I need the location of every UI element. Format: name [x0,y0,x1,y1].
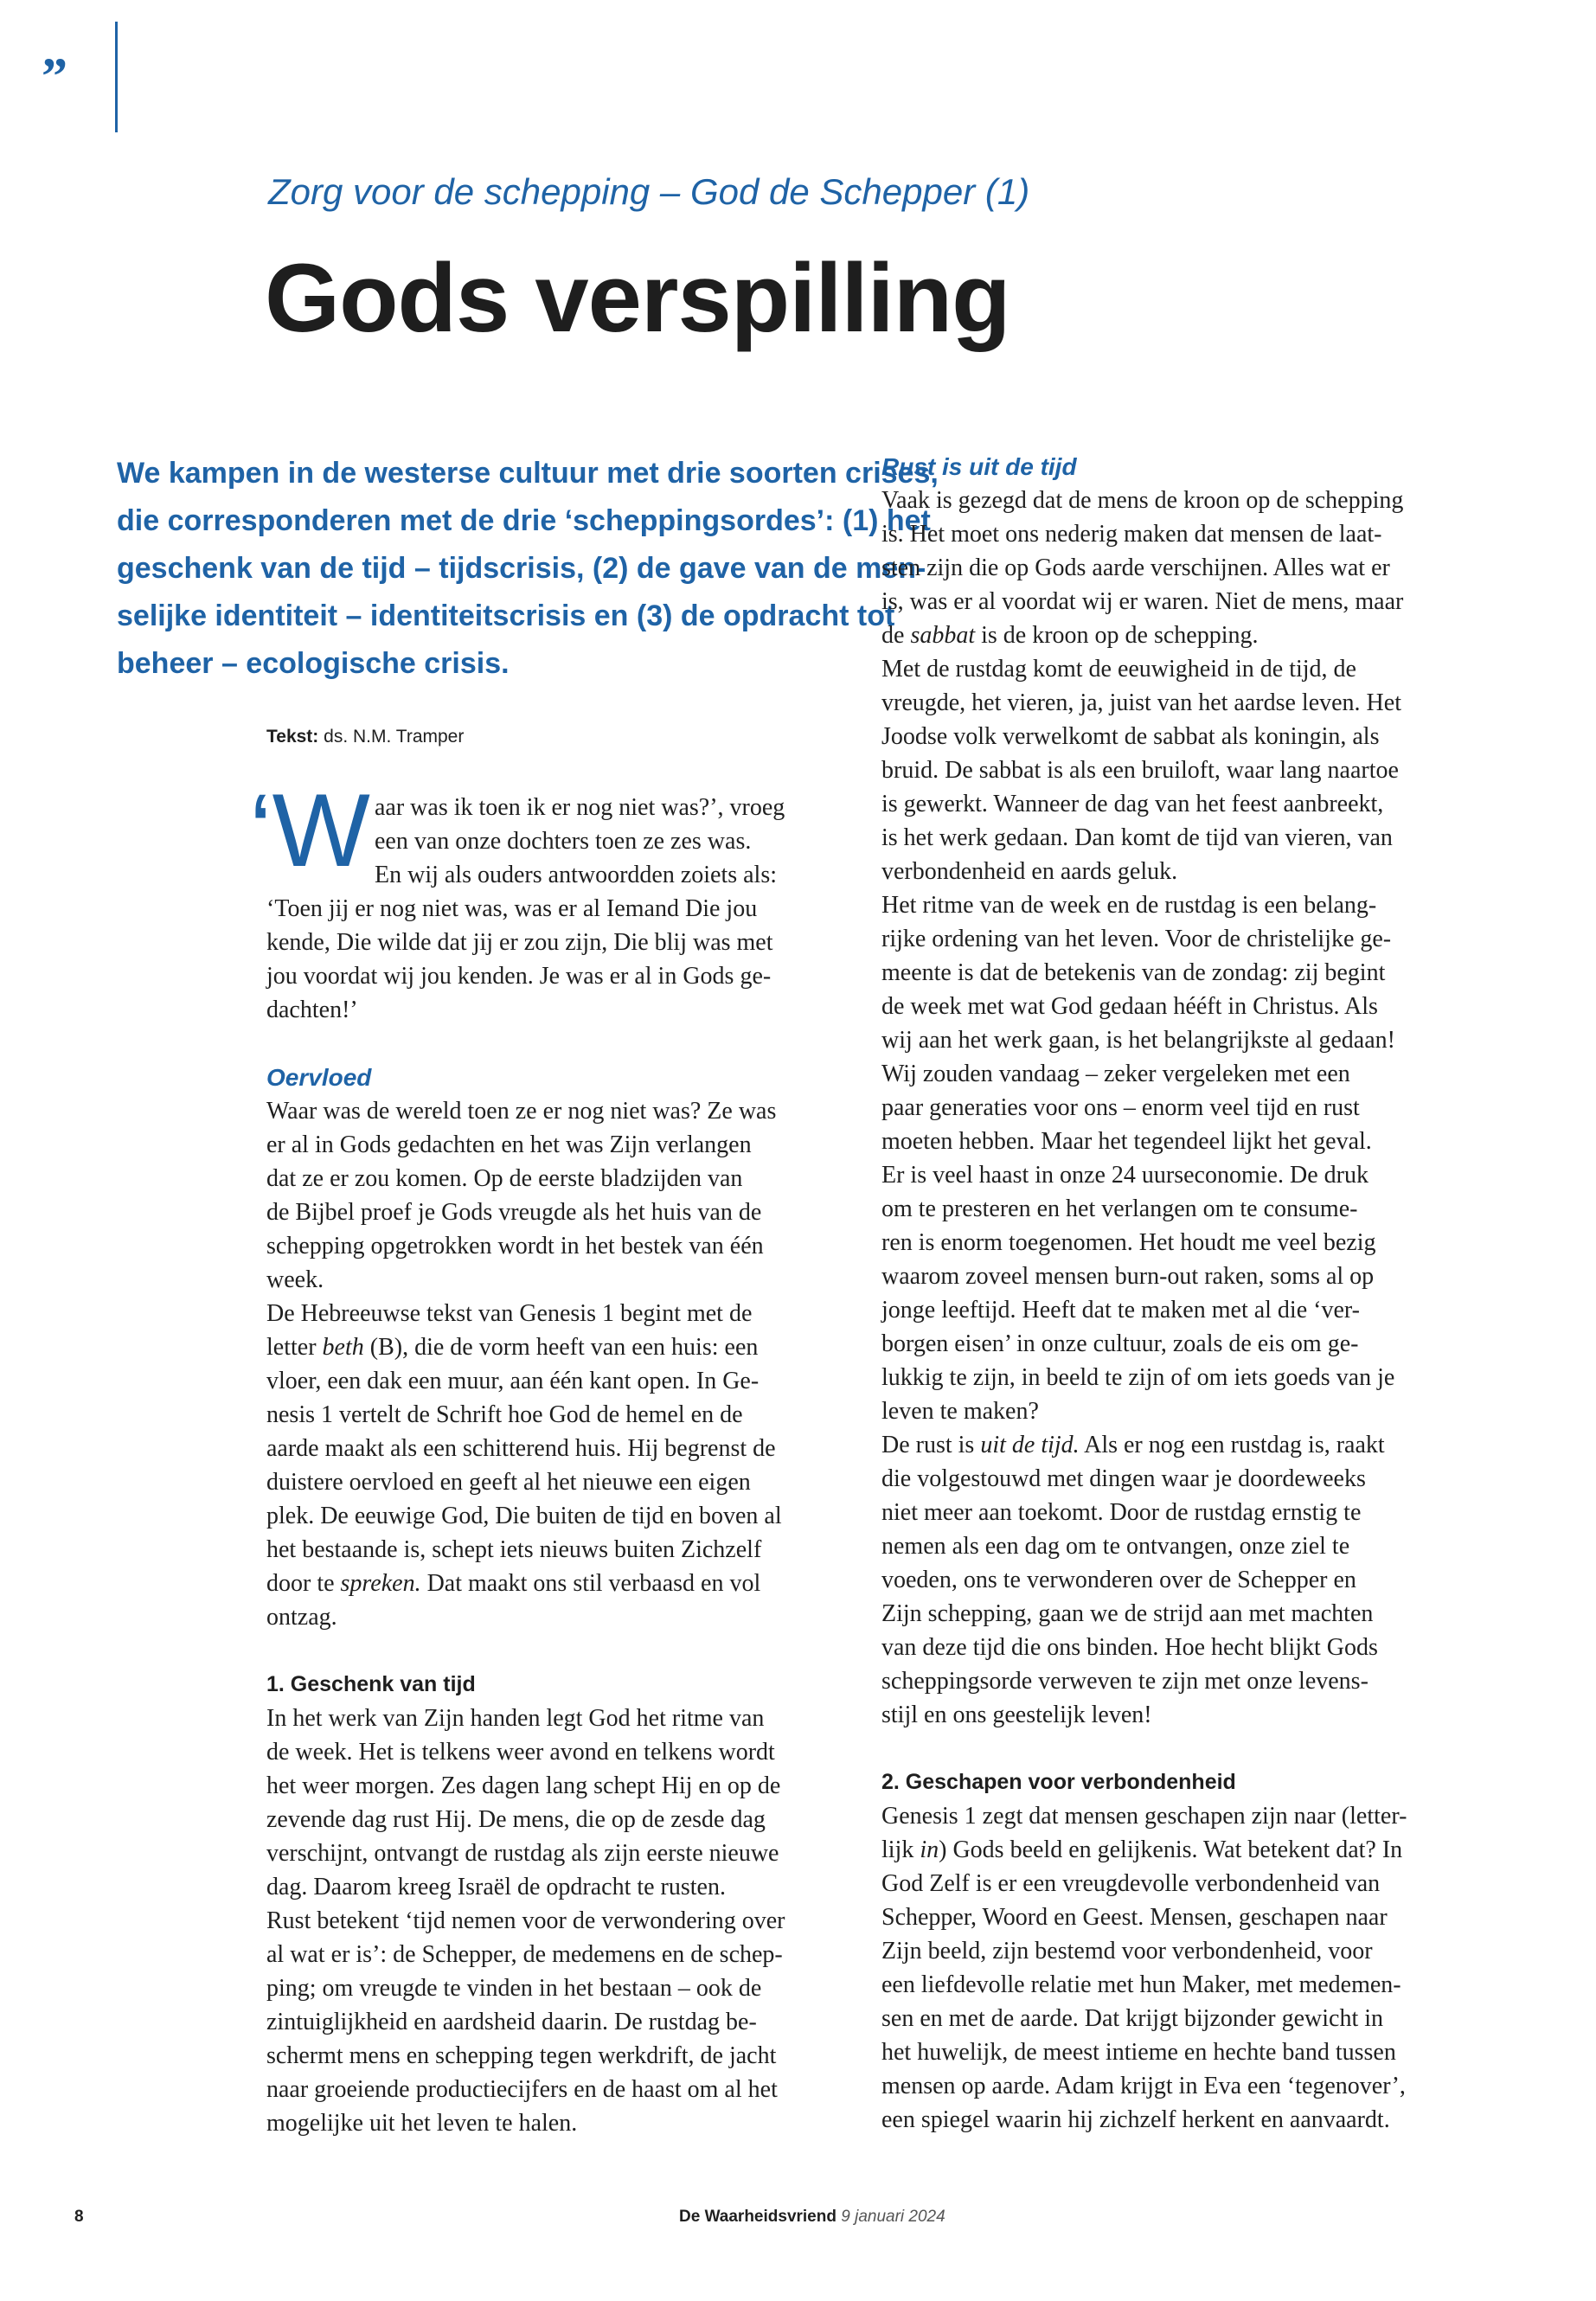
text-line: moeten hebben. Maar het tegendeel lijkt het geval. [881,1128,1372,1155]
intro-line: geschenk van de tijd – tijdscrisis, (2) de gave van de men- [117,552,926,585]
intro-lead [117,450,939,688]
text-line: schermt mens en schepping tegen werkdrift, de jacht [266,2042,777,2069]
byline-author: ds. N.M. Tramper [324,727,465,747]
text-line: is, was er al voordat wij er waren. Niet de mens, maar [881,588,1404,615]
text-line: nemen als een dag om te ontvangen, onze ziel te [881,1533,1350,1560]
drop-cap: ‘W [249,772,370,888]
text-line: week. [266,1266,324,1293]
text-line: de sabbat is de kroon op de schepping. [881,622,1259,649]
header-divider [115,22,118,132]
text-line: lukkig te zijn, in beeld te zijn of om iets goeds van je [881,1364,1395,1391]
text-line: de week met wat God gedaan hééft in Christus. Als [881,993,1378,1020]
page-number: 8 [74,2208,84,2226]
text-line: een liefdevolle relatie met hun Maker, met medemen- [881,1971,1401,1998]
column-right [881,450,1470,2137]
text-line: is. Het moet ons nederig maken dat mensen de laat- [881,521,1382,548]
text-line: die volgestouwd met dingen waar je doordeweeks [881,1465,1366,1492]
text-line: is het werk gedaan. Dan komt de tijd van vieren, van [881,824,1393,851]
paragraph [266,1297,846,1634]
byline [266,727,464,747]
text-line: letter beth (B), die de vorm heeft van een huis: een [266,1334,759,1361]
text-line: ‘Toen jij er nog niet was, was er al Iemand Die jou [266,895,758,922]
text-line: Schepper, Woord en Geest. Mensen, geschapen naar [881,1904,1388,1931]
text-line: In het werk van Zijn handen legt God het ritme van [266,1705,765,1732]
subheading-rust: Rust is uit de tijd [881,453,1077,480]
text-line: jonge leeftijd. Heeft dat te maken met al die ‘ver- [881,1297,1360,1324]
text-line: niet meer aan toekomt. Door de rustdag ernstig te [881,1499,1362,1526]
text-line: schepping opgetrokken wordt in het bestek van één [266,1233,764,1259]
text-line: De Hebreeuwse tekst van Genesis 1 begint met de [266,1300,753,1327]
footer-magazine [679,2208,945,2227]
text-line: vreugde, het vieren, ja, juist van het aardse leven. Het [881,689,1401,716]
text-line: ren is enorm toegenomen. Het houdt me veel bezig [881,1229,1376,1256]
subheading-oervloed: Oervloed [266,1064,372,1091]
text-line: Het ritme van de week en de rustdag is een belang- [881,892,1377,919]
section-heading-geschenk: 1. Geschenk van tijd [266,1672,476,1696]
text-line: verbondenheid en aards geluk. [881,858,1178,885]
text-line: Zijn schepping, gaan we de strijd aan met machten [881,1600,1374,1627]
paragraph [266,1702,846,2140]
text-line: mensen op aarde. Adam krijgt in Eva een ‘tegenover’, [881,2073,1406,2099]
text-line: een spiegel waarin hij zichzelf herkent en aanvaardt. [881,2106,1390,2133]
opening-paragraph [266,791,846,1027]
byline-label: Tekst: [266,727,319,747]
text-line: plek. De eeuwige God, Die buiten de tijd en boven al [266,1503,782,1529]
text-line: dachten!’ [266,997,358,1023]
column-left [266,791,846,2140]
text-line: Er is veel haast in onze 24 uurseconomie. De druk [881,1162,1368,1189]
text-line: Genesis 1 zegt dat mensen geschapen zijn naar (letter- [881,1803,1407,1830]
text-line: er al in Gods gedachten en het was Zijn verlangen [266,1131,752,1158]
text-line: duistere oervloed en geeft al het nieuwe een eigen [266,1469,751,1496]
text-line: borgen eisen’ in onze cultuur, zoals de eis om ge- [881,1330,1359,1357]
text-line: Vaak is gezegd dat de mens de kroon op de schepping [881,487,1404,514]
text-line: Wij zouden vandaag – zeker vergeleken met een [881,1061,1350,1087]
article-title: Gods verspilling [265,244,1010,352]
text-line: het huwelijk, de meest intieme en hechte band tussen [881,2039,1396,2066]
text-line: is gewerkt. Wanneer de dag van het feest aanbreekt, [881,791,1384,817]
text-line: scheppingsorde verweven te zijn met onze levens- [881,1668,1368,1695]
text-line: De rust is uit de tijd. Als er nog een rustdag is, raakt [881,1432,1385,1458]
intro-line: beheer – ecologische crisis. [117,647,510,680]
text-line: sen en met de aarde. Dat krijgt bijzonder gewicht in [881,2005,1384,2032]
text-line: naar groeiende productiecijfers en de haast om al het [266,2076,778,2103]
text-line: stijl en ons geestelijk leven! [881,1702,1152,1728]
section-heading-verbondenheid: 2. Geschapen voor verbondenheid [881,1770,1236,1794]
paragraph [881,484,1470,1732]
text-line: waarom zoveel mensen burn-out raken, soms al op [881,1263,1375,1290]
text-line: ping; om vreugde te vinden in het bestaan – ook de [266,1975,762,2002]
text-line: Rust betekent ‘tijd nemen voor de verwondering over [266,1907,785,1934]
text-line: dag. Daarom kreeg Israël de opdracht te rusten. [266,1874,726,1900]
text-line: paar generaties voor ons – enorm veel tijd en rust [881,1094,1360,1121]
text-line: ontzag. [266,1604,337,1631]
text-line: de week. Het is telkens weer avond en telkens wordt [266,1739,775,1766]
text-line: al wat er is’: de Schepper, de medemens en de schep- [266,1941,783,1968]
text-line: aarde maakt als een schitterend huis. Hij begrenst de [266,1435,776,1462]
text-line: leven te maken? [881,1398,1039,1425]
text-line: lijk in) Gods beeld en gelijkenis. Wat betekent dat? In [881,1836,1403,1863]
text-line: sten zijn die op Gods aarde verschijnen. Alles wat er [881,554,1390,581]
text-line: Joodse volk verwelkomt de sabbat als koningin, als [881,723,1380,750]
text-line: het weer morgen. Zes dagen lang schept Hij en op de [266,1772,781,1799]
text-line: van deze tijd die ons binden. Hoe hecht blijkt Gods [881,1634,1378,1661]
series-title: Zorg voor de schepping – God de Schepper (1) [268,171,1030,212]
text-line: nesis 1 vertelt de Schrift hoe God de hemel en de [266,1401,743,1428]
quote-icon: ” [42,48,67,105]
text-line: verschijnt, ontvangt de rustdag als zijn eerste nieuwe [266,1840,779,1867]
text-line: voeden, ons te verwonderen over de Schepper en [881,1567,1356,1593]
text-line: een van onze dochters toen ze zes was. [375,828,752,855]
text-line: Waar was de wereld toen ze er nog niet was? Ze was [266,1098,777,1125]
issue-date: 9 januari 2024 [841,2208,945,2226]
text-line: zevende dag rust Hij. De mens, die op de zesde dag [266,1806,766,1833]
magazine-name: De Waarheidsvriend [679,2208,836,2226]
intro-line: We kampen in de westerse cultuur met drie soorten crises, [117,457,939,490]
text-line: Met de rustdag komt de eeuwigheid in de tijd, de [881,656,1356,683]
text-line: kende, Die wilde dat jij er zou zijn, Die blij was met [266,929,773,956]
text-line: bruid. De sabbat is als een bruiloft, waar lang naartoe [881,757,1399,784]
text-line: dat ze er zou komen. Op de eerste bladzijden van [266,1165,743,1192]
text-line: Zijn beeld, zijn bestemd voor verbondenheid, voor [881,1938,1373,1965]
text-line: jou voordat wij jou kenden. Je was er al in Gods ge- [266,963,772,990]
text-line: aar was ik toen ik er nog niet was?’, vroeg [375,794,785,821]
text-line: mogelijke uit het leven te halen. [266,2110,578,2137]
text-line: om te presteren en het verlangen om te consume- [881,1195,1358,1222]
text-line: vloer, een dak een muur, aan één kant open. In Ge- [266,1368,760,1394]
paragraph [266,1094,846,1297]
text-line: het bestaande is, schept iets nieuws buiten Zichzelf [266,1536,762,1563]
paragraph [881,1799,1470,2137]
intro-line: selijke identiteit – identiteitscrisis en (3) de opdracht tot [117,599,895,632]
text-line: En wij als ouders antwoordden zoiets als: [375,862,778,888]
text-line: wij aan het werk gaan, is het belangrijkste al gedaan! [881,1027,1395,1054]
intro-line: die corresponderen met de drie ‘scheppingsordes’: (1) het [117,504,931,537]
text-line: de Bijbel proef je Gods vreugde als het huis van de [266,1199,762,1226]
text-line: door te spreken. Dat maakt ons stil verbaasd en vol [266,1570,761,1597]
text-line: rijke ordening van het leven. Voor de christelijke ge- [881,926,1392,952]
text-line: meente is dat de betekenis van de zondag: zij begint [881,959,1386,986]
text-line: zintuiglijkheid en aardsheid daarin. De rustdag be- [266,2009,757,2035]
text-line: God Zelf is er een vreugdevolle verbondenheid van [881,1870,1381,1897]
